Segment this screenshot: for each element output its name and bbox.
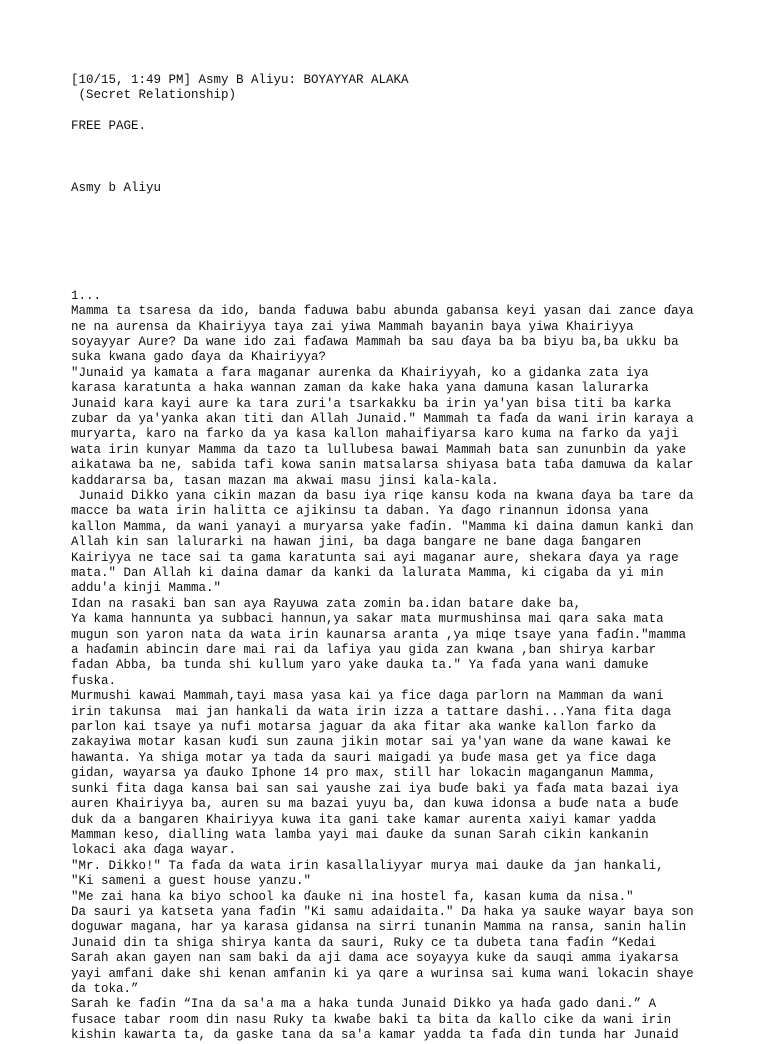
body-line: Sarah akan gayen nan sam baki da aji dama ace soyayya kuke da sauqi amma iyakarsa <box>71 951 679 966</box>
blank-line <box>71 273 761 288</box>
blank-line <box>71 104 761 119</box>
blank-line <box>71 165 761 180</box>
body-line: sunki fita daga kansa bai san sai yaushe zai iya buɗe baki ya faɗa mata bazai iya <box>71 781 679 796</box>
body-line: muryarta, karo na farko da ya kasa kallon mahaifiyarsa karo kuma na farko da yaji <box>71 427 679 442</box>
body-line: Da sauri ya katseta yana faɗin "Ki samu adaidaita." Da haka ya sauke wayar baya son <box>71 904 694 919</box>
body-line: Kairiyya ne tace sai ta gama karatunta sai ayi maganar aure, shekara ɗaya ya rage <box>71 550 679 565</box>
author-name: Asmy b Aliyu <box>71 180 162 195</box>
blank-line <box>71 150 761 165</box>
body-line: "Ki sameni a guest house yanzu." <box>71 874 312 889</box>
body-line: Ya kama hannunta ya subbaci hannun,ya sakar mata murmushinsa mai qara saka mata <box>71 612 664 627</box>
body-line: fuska. <box>71 673 117 688</box>
body-line: Mamma ta tsaresa da ido, banda faduwa babu abunda gabansa keyi yasan dai zance ɗaya <box>71 304 694 319</box>
body-line: parlon kai tsaye ya nufi motarsa jaguar da aka fitar aka wanke kallon farko da <box>71 720 657 735</box>
blank-line <box>71 135 761 150</box>
body-line: aikatawa ba ne, sabida tafi kowa sanin matsalarsa shiyasa bata taɓa damuwa da kalar <box>71 458 694 473</box>
body-line: addu'a kinji Mamma." <box>71 581 222 596</box>
body-line: fusace tabar room din nasu Ruky ta kwaɓe baki ta bita da kallo cike da wani irin <box>71 1012 672 1027</box>
blank-line <box>71 242 761 257</box>
free-page-label: FREE PAGE. <box>71 119 147 134</box>
body-line: suka kwana gado ɗaya da Khairiyya? <box>71 350 327 365</box>
body-line: Mamman keso, dialling wata lamba yayi mai ɗauke da sunan Sarah cikin kankanin <box>71 827 649 842</box>
body-line: gidan, wayarsa ya ɗauko Iphone 14 pro max, still har lokacin maganganun Mamma, <box>71 766 657 781</box>
body-line: kaddararsa ba, tasan mazan ma akwai masu jinsi kala-kala. <box>71 473 499 488</box>
body-line: "Junaid ya kamata a fara maganar aurenka da Khairiyyah, ko a gidanka zata iya <box>71 365 649 380</box>
body-line: zakayiwa motar kasan kuɗi sun zauna jikin motar sai ya'yan wane da wane kawai ke <box>71 735 672 750</box>
body-line: wata irin kunyar Mamma da tazo ta lullubesa bawai Mammah bata san zununbin da yake <box>71 442 687 457</box>
body-line: kishin kawarta ta, da gaske tana da sa'a kamar yadda ta faɗa din tunda har Junaid <box>71 1028 679 1043</box>
body-line: hawanta. Ya shiga motar ya tada da sauri maigadi ya buɗe masa get ya fice daga <box>71 750 657 765</box>
body-line: Allah kin san lalurarki na hawan jini, ba daga bangare ne bane daga ɓangaren <box>71 535 642 550</box>
body-line: "Mr. Dikko!" Ta faɗa da wata irin kasallaliyyar murya mai dauke da jan hankali, <box>71 858 664 873</box>
body-line: zubar da ya'yanka akan titi dan Allah Junaid." Mammah ta faɗa da wani irin karaya a <box>71 411 694 426</box>
document-text <box>71 73 761 1044</box>
body-line: yayi amfani dake shi kenan amfanin ki ya qare a wurinsa sai kuma wani lokacin shaye <box>71 966 694 981</box>
body-line: mata." Dan Allah ki daina damar da kanki da lalurata Mamma, ki cigaba da yi min <box>71 566 664 580</box>
body-line: mugun son yaron nata da wata irin kaunarsa aranta ,ya miqe tsaye yana faɗin."mamma <box>71 627 687 642</box>
body-line: Junaid Dikko yana cikin mazan da basu iya riqe kansu koda na kwana ɗaya ba tare da <box>71 488 694 503</box>
blank-line <box>71 227 761 242</box>
body-line: Junaid din ta shiga shirya kanta da sauri, Ruky ce ta dubeta tana faɗin “Kedai <box>71 935 657 950</box>
body-line: macce ba wata irin halitta ce ajikinsu ta daban. Ya ɗago rinannun idonsa yana <box>71 504 649 519</box>
body-line: duk da a bangaren Khairiyya kuwa ita gani take kamar aurenta xaiyi kamar yadda <box>71 812 657 827</box>
blank-line <box>71 258 761 273</box>
body-line: "Me zai hana ka biyo school ka ɗauke ni ina hostel fa, kasan kuma da nisa." <box>71 889 634 904</box>
body-line: fadan Abba, ba tunda shi kullum yaro yake dauka ta." Ya faɗa yana wani damuke <box>71 658 649 673</box>
body-line: Murmushi kawai Mammah,tayi masa yasa kai ya fice daga parlorn na Mamman da wani <box>71 689 664 704</box>
body-line: da toka.” <box>71 981 139 996</box>
header-subtitle: (Secret Relationship) <box>71 88 237 103</box>
body-line: Idan na rasaki ban san aya Rayuwa zata zomin ba.idan batare dake ba, <box>71 596 582 611</box>
body-line: karasa karatunta a haka wannan zaman da kake haka yana damuna kasan lalurarka <box>71 381 649 396</box>
blank-line <box>71 196 761 211</box>
body-line: lokaci aka ɗaga wayar. <box>71 843 237 858</box>
body-line: doguwar magana, har ya karasa gidansa na sirri tunanin Mamma na ransa, sanin halin <box>71 920 687 935</box>
body-line: auren Khairiyya ba, auren su ma bazai yuyu ba, dan kuwa idonsa a buɗe nata a buɗe <box>71 797 679 812</box>
story-body <box>71 304 761 1044</box>
body-line: ne na aurensa da Khairiyya taya zai yiwa Mammah bayanin baya yiwa Khairiyya <box>71 319 634 334</box>
chapter-number: 1... <box>71 288 102 303</box>
header-line: [10/15, 1:49 PM] Asmy B Aliyu: BOYAYYAR ALAKA <box>71 73 409 87</box>
body-line: Sarah ke faɗin “Ina da sa'a ma a haka tunda Junaid Dikko ya haɗa gado dani.” A <box>71 997 657 1012</box>
body-line: irin takunsa mai jan hankali da wata irin izza a tattare dashi...Yana fita daga <box>71 704 672 719</box>
body-line: a haɗamin abincin dare mai rai da lafiya yau gida zan kwana ,ban shirya karbar <box>71 643 657 658</box>
body-line: Junaid kara kayi aure ka tara zuri'a tsarkakku ba irin ya'yan bisa titi ba karka <box>71 396 672 411</box>
body-line: soyayyar Aure? Da wane ido zai faɗawa Mammah ba sau ɗaya ba ba biyu ba,ba ukku ba <box>71 334 679 349</box>
body-line: kallon Mamma, da wani yanayi a muryarsa yake faɗin. "Mamma ki daina damun kanki dan <box>71 519 694 534</box>
blank-line <box>71 212 761 227</box>
